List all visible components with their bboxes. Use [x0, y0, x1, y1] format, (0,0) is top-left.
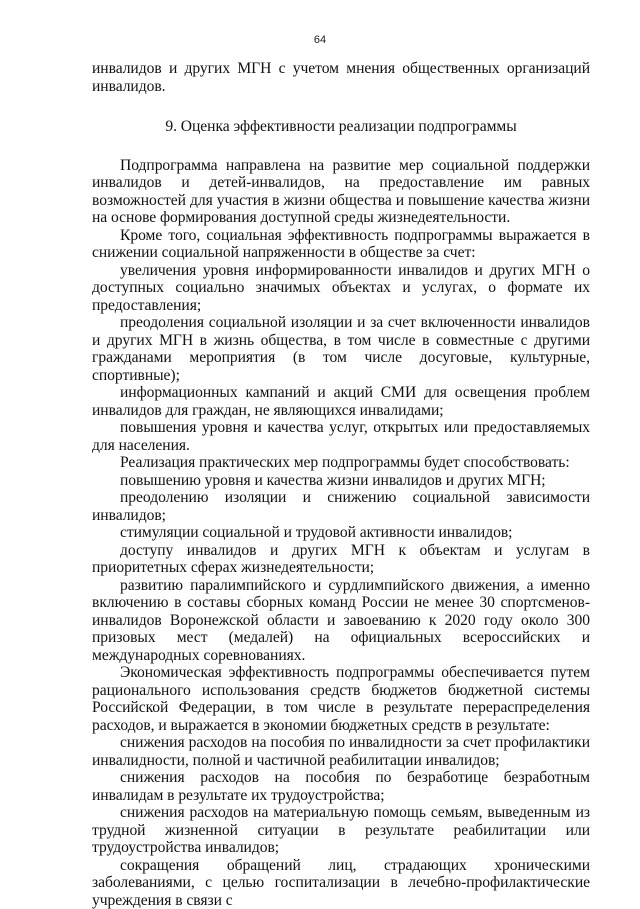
- paragraph-goal: Подпрограмма направлена на развитие мер социальной поддержки инвалидов и детей-инвалидов, на предоставление им равных возможностей для участия в жизни общества и повышение качества жизни на основе формирования доступной среды жизнедеятельности.: [92, 157, 590, 227]
- list-item: преодоления социальной изоляции и за счет включенности инвалидов и других МГН в жизнь общества, в том числе в совместные с другими гражданами мероприятия (в том числе досуговые, культурные, спортивные);: [92, 314, 590, 384]
- list-item: развитию паралимпийского и сурдлимпийского движения, а именно включению в составы сборных команд России не менее 30 спортсменов-инвалидов Воронежской области и завоеванию к 2020 году около 300 призовых мест (медалей) на официальных всероссийских и международных соревнованиях.: [92, 577, 590, 665]
- paragraph-economic-effect: Экономическая эффективность подпрограммы обеспечивается путем рационального использования средств бюджетов бюджетной системы Российской Федерации, в том числе в результате перераспределения расходов, и выражается в экономии бюджетных средств в результате:: [92, 664, 590, 734]
- document-body: [92, 60, 590, 909]
- section-heading: 9. Оценка эффективности реализации подпрограммы: [92, 118, 590, 136]
- list-item: преодолению изоляции и снижению социальной зависимости инвалидов;: [92, 489, 590, 524]
- list-item: снижения расходов на пособия по безработице безработным инвалидам в результате их трудоустройства;: [92, 769, 590, 804]
- list-item: повышения уровня и качества услуг, открытых или предоставляемых для населения.: [92, 419, 590, 454]
- paragraph-practical-measures: Реализация практических мер подпрограммы будет способствовать:: [92, 454, 590, 472]
- list-item: доступу инвалидов и других МГН к объектам и услугам в приоритетных сферах жизнедеятельности;: [92, 542, 590, 577]
- continuation-paragraph: инвалидов и других МГН с учетом мнения общественных организаций инвалидов.: [92, 60, 590, 95]
- list-item: снижения расходов на пособия по инвалидности за счет профилактики инвалидности, полной и частичной реабилитации инвалидов;: [92, 734, 590, 769]
- paragraph-social-effect: Кроме того, социальная эффективность подпрограммы выражается в снижении социальной напряженности в обществе за счет:: [92, 227, 590, 262]
- list-item: увеличения уровня информированности инвалидов и других МГН о доступных социально значимых объектах и услугах, о формате их предоставления;: [92, 262, 590, 315]
- page-number: 64: [0, 34, 640, 46]
- list-item: сокращения обращений лиц, страдающих хроническими заболеваниями, с целью госпитализации в лечебно-профилактические учреждения в связи с: [92, 857, 590, 909]
- list-item: информационных кампаний и акций СМИ для освещения проблем инвалидов для граждан, не являющихся инвалидами;: [92, 384, 590, 419]
- list-item: повышению уровня и качества жизни инвалидов и других МГН;: [92, 472, 590, 490]
- list-item: стимуляции социальной и трудовой активности инвалидов;: [92, 524, 590, 542]
- list-item: снижения расходов на материальную помощь семьям, выведенным из трудной жизненной ситуации в результате реабилитации или трудоустройства инвалидов;: [92, 804, 590, 857]
